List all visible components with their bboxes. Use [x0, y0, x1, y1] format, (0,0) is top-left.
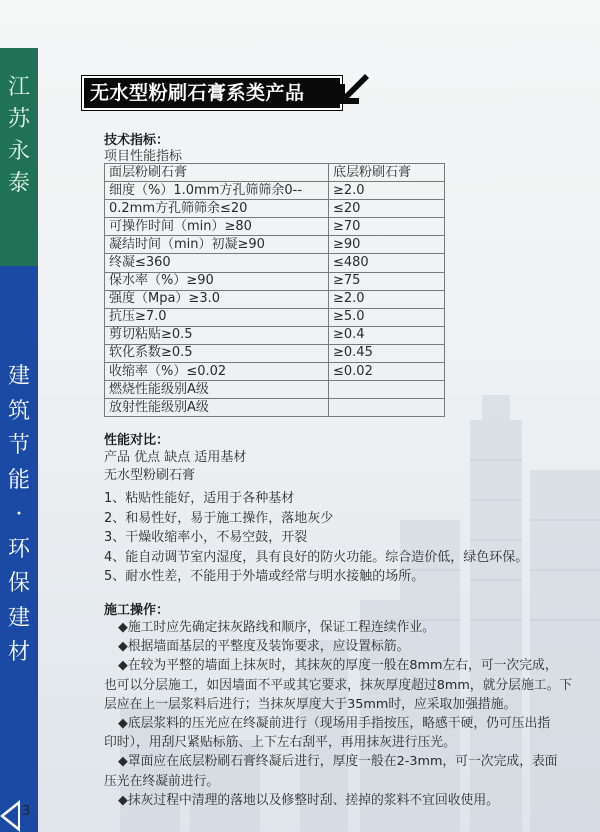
spec-cell-surface: 终凝≤360	[105, 254, 329, 272]
spec-cell-base	[329, 399, 445, 417]
slogan: 建 筑 节 能 · 环 保 建 材	[7, 364, 30, 665]
spec-cell-surface: 面层粉刷石膏	[105, 164, 329, 182]
spec-cell-surface: 放射性能级别A级	[105, 399, 329, 417]
page-number: 3	[22, 804, 31, 819]
spec-row	[105, 363, 445, 381]
compare-columns: 产品 优点 缺点 适用基材	[104, 450, 247, 465]
construction-line: ◆根据墙面基层的平整度及装饰要求，应设置标筋。	[118, 639, 410, 655]
construction-line: ◆罩面应在底层粉刷石膏终凝后进行，厚度一般在2-3mm，可一次完成，表面	[118, 754, 558, 770]
compare-item: 2、和易性好，易于施工操作，落地灰少	[104, 510, 334, 526]
spec-cell-base: ≤0.02	[329, 363, 445, 381]
construction-line: ◆底层浆料的压光应在终凝前进行（现场用手指按压，略感干硬，仍可压出指	[118, 716, 551, 731]
spec-row	[105, 218, 445, 236]
spec-cell-base: ≥2.0	[329, 290, 445, 308]
arrow-down-left-icon	[335, 72, 369, 110]
spec-cell-base: ≥90	[329, 236, 445, 254]
spec-cell-surface: 剪切粘贴≥0.5	[105, 326, 329, 344]
spec-cell-surface: 凝结时间（min）初凝≥90	[105, 236, 329, 254]
spec-cell-base	[329, 381, 445, 399]
spec-cell-surface: 强度（Mpa）≥3.0	[105, 290, 329, 308]
compare-heading: 性能对比：	[104, 433, 170, 448]
construction-line: 也可以分层施工，如因墙面不平或其它要求，抹灰厚度超过8mm，就分层施工。下	[104, 677, 573, 693]
company-name: 江 苏 永 泰	[7, 75, 30, 196]
page-marker-icon	[0, 800, 38, 832]
construction-line: 层应在上一层浆料后进行；当抹灰厚度大于35mm时，应采取加强措施。	[104, 696, 517, 712]
spec-cell-surface: 抗压≥7.0	[105, 308, 329, 326]
spec-cell-surface: 收缩率（%）≤0.02	[105, 363, 329, 381]
spec-row	[105, 200, 445, 218]
spec-cell-base: ≥2.0	[329, 182, 445, 200]
spec-cell-surface: 0.2mm方孔筛筛余≤20	[105, 200, 329, 218]
construction-line: 压光在终凝前进行。	[104, 773, 220, 789]
construction-line: 印时），用刮尺紧贴标筋、上下左右刮平，再用抹灰进行压光。	[104, 735, 456, 751]
spec-cell-base: ≥5.0	[329, 308, 445, 326]
spec-cell-surface: 软化系数≥0.5	[105, 344, 329, 362]
spec-cell-base: ≥0.45	[329, 344, 445, 362]
spec-cell-base: ≥70	[329, 218, 445, 236]
spec-cell-base: 底层粉刷石膏	[329, 164, 445, 182]
tech-heading: 技术指标：	[104, 133, 170, 148]
spec-row	[105, 326, 445, 344]
spec-row	[105, 381, 445, 399]
compare-item: 4、能自动调节室内湿度，具有良好的防火功能。综合造价低，绿色环保。	[104, 549, 529, 565]
spec-cell-base: ≥0.4	[329, 326, 445, 344]
spec-row	[105, 399, 445, 417]
construction-line: ◆施工时应先确定抹灰路线和顺序，保证工程连续作业。	[118, 620, 435, 635]
spec-cell-surface: 细度（%）1.0mm方孔筛筛余0--	[105, 182, 329, 200]
spec-table	[104, 163, 445, 417]
spec-row	[105, 236, 445, 254]
spec-cell-surface: 燃烧性能级别A级	[105, 381, 329, 399]
compare-item: 3、干燥收缩率小，不易空鼓，开裂	[104, 530, 308, 545]
compare-product: 无水型粉刷石膏	[104, 468, 196, 483]
construction-line: ◆抹灰过程中清理的落地以及修整时刮、搓掉的浆料不宜回收使用。	[118, 792, 499, 808]
spec-row	[105, 254, 445, 272]
compare-item: 1、粘贴性能好，适用于各种基材	[104, 491, 295, 506]
spec-cell-base: ≤20	[329, 200, 445, 218]
spec-cell-surface: 保水率（%）≥90	[105, 272, 329, 290]
spec-row	[105, 272, 445, 290]
spec-cell-base: ≤480	[329, 254, 445, 272]
spec-row	[105, 164, 445, 182]
construction-heading: 施工操作：	[104, 603, 170, 618]
spec-row	[105, 290, 445, 308]
spec-cell-surface: 可操作时间（min）≥80	[105, 218, 329, 236]
tech-subheading: 项目性能指标	[104, 149, 183, 164]
page-title: 无水型粉刷石膏系类产品	[82, 76, 342, 110]
spec-row	[105, 308, 445, 326]
compare-item: 5、耐水性差，不能用于外墙或经常与明水接触的场所。	[104, 569, 425, 584]
construction-line: ◆在较为平整的墙面上抹灰时，其抹灰的厚度一般在8mm左右，可一次完成，	[118, 658, 558, 674]
spec-row	[105, 182, 445, 200]
spec-cell-base: ≥75	[329, 272, 445, 290]
spec-row	[105, 344, 445, 362]
